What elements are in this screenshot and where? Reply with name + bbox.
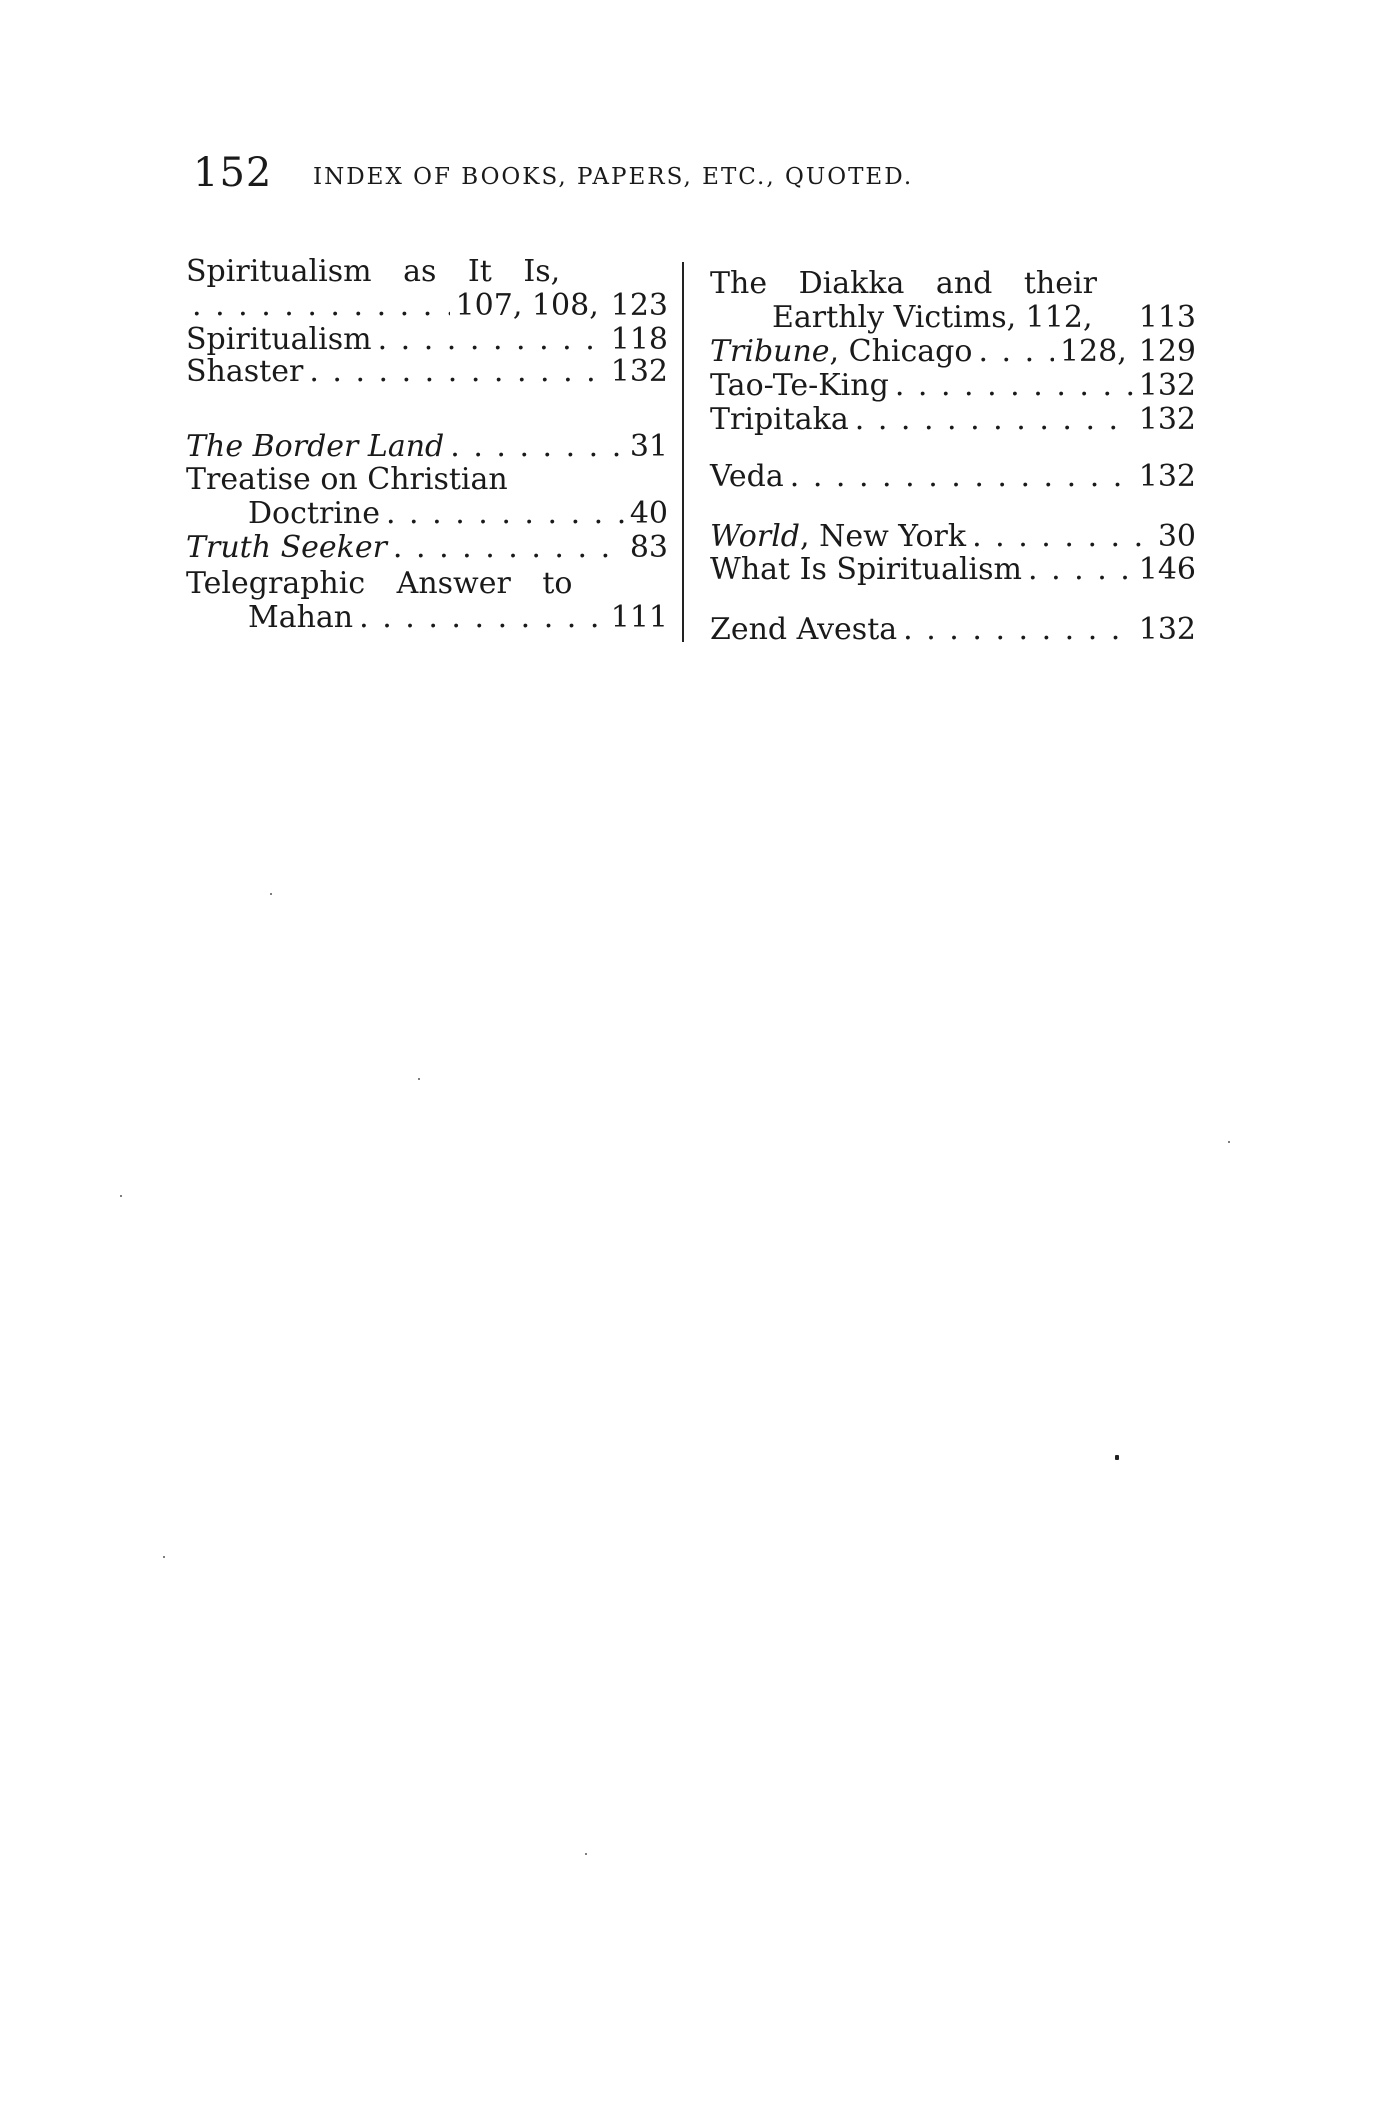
- index-entry: [710, 335, 1196, 369]
- entry-title: The Border Land: [186, 429, 445, 464]
- scan-speck: [1115, 1455, 1119, 1460]
- index-entry: [710, 460, 1196, 494]
- leader-dots: [393, 531, 624, 565]
- leader-dots: [450, 430, 624, 464]
- index-entry: [710, 553, 1196, 587]
- index-entry: [710, 369, 1196, 403]
- entry-title: Treatise on Christian: [186, 462, 508, 497]
- page-number: 152: [193, 150, 273, 196]
- entry-pages: 40: [629, 496, 668, 531]
- leader-dots: [192, 289, 450, 323]
- entry-pages: 132: [610, 354, 668, 389]
- leader-dots: [309, 355, 604, 389]
- scan-speck: [418, 1078, 420, 1080]
- page-header: [193, 150, 1093, 210]
- entry-pages: 118: [610, 322, 668, 357]
- index-entry: [186, 567, 668, 635]
- index-entry: [186, 531, 668, 565]
- index-entry: [710, 403, 1196, 437]
- entry-title: The Diakka and their: [710, 266, 1097, 301]
- scan-speck: [585, 1853, 587, 1855]
- entry-pages: 83: [629, 530, 668, 565]
- index-entry: [710, 520, 1196, 554]
- entry-title: Veda: [710, 459, 784, 494]
- index-entry: [186, 255, 668, 323]
- index-entry: [186, 323, 668, 357]
- entry-pages: 132: [1138, 402, 1196, 437]
- leader-dots: [903, 613, 1133, 647]
- entry-title: Tribune, Chicago: [710, 334, 973, 369]
- index-entry: [186, 463, 668, 531]
- entry-pages: 107, 108,: [455, 288, 599, 323]
- leader-dots: [972, 520, 1152, 554]
- scan-speck: [1228, 1141, 1230, 1143]
- entry-title-continued: Mahan: [248, 600, 354, 635]
- entry-title: Tripitaka: [710, 402, 849, 437]
- leader-dots: [790, 460, 1133, 494]
- index-entry: [186, 355, 668, 389]
- scan-speck: [120, 1195, 122, 1197]
- entry-title: Truth Seeker: [186, 530, 387, 565]
- entry-title: Telegraphic Answer to: [186, 566, 573, 601]
- leader-dots: [359, 601, 605, 635]
- entry-title: What Is Spiritualism: [710, 552, 1022, 587]
- entry-pages: 132: [1138, 612, 1196, 647]
- entry-title: Tao-Te-King: [710, 368, 889, 403]
- leader-dots: [386, 497, 624, 531]
- scan-speck: [163, 1556, 165, 1558]
- entry-title: Shaster: [186, 354, 304, 389]
- entry-title: Spiritualism: [186, 322, 372, 357]
- entry-pages: 128,: [1059, 334, 1127, 369]
- index-entry: [710, 613, 1196, 647]
- leader-dots: [895, 369, 1133, 403]
- index-entry: [186, 430, 668, 464]
- scan-speck: [270, 893, 272, 895]
- running-head: INDEX OF BOOKS, PAPERS, ETC., QUOTED.: [313, 164, 914, 190]
- entry-pages: 123: [610, 288, 668, 323]
- entry-pages: 111: [610, 600, 668, 635]
- entry-pages: 31: [629, 429, 668, 464]
- entry-title-continued: Earthly Victims, 112,: [772, 300, 1093, 335]
- entry-pages: 129: [1138, 334, 1196, 369]
- entry-pages: 30: [1157, 519, 1196, 554]
- leader-dots: [855, 403, 1133, 437]
- entry-title-continued: Doctrine: [248, 496, 380, 531]
- entry-pages: 113: [1138, 300, 1196, 335]
- entry-pages: 132: [1138, 368, 1196, 403]
- entry-pages: 132: [1138, 459, 1196, 494]
- index-entry: [710, 267, 1196, 335]
- entry-title: Spiritualism as It Is,: [186, 254, 561, 289]
- entry-pages: 146: [1138, 552, 1196, 587]
- entry-title: World, New York: [710, 519, 967, 554]
- entry-title: Zend Avesta: [710, 612, 898, 647]
- leader-dots: [978, 335, 1053, 369]
- column-divider: [682, 262, 684, 642]
- leader-dots: [378, 323, 605, 357]
- leader-dots: [1028, 553, 1133, 587]
